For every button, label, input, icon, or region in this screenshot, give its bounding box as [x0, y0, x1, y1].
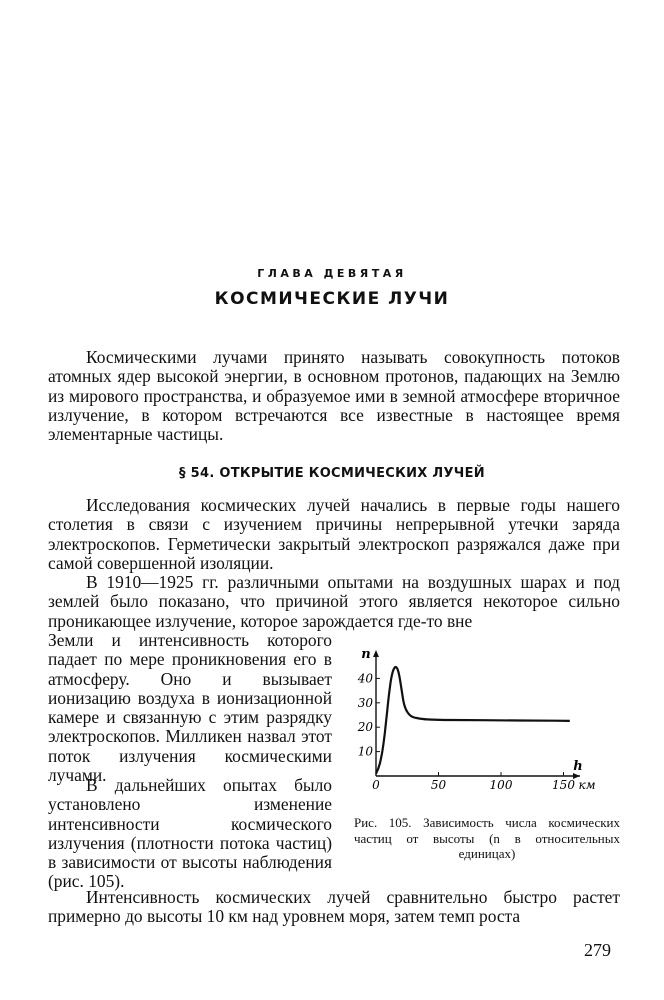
- paragraph-2: В 1910—1925 гг. различными опытами на воздушных шарах и под землей было показано, что причиной этого является некоторое сильно проникающее излучение, которое зарождается где-то вне: [48, 572, 620, 631]
- paragraph-1: Исследования космических лучей начались в первые годы нашего столетия в связи с изучением причины непрерывной утечки заряда электроскопов. Герметически закрытый электроскоп разряжался даже при самой совершенной изоляции.: [48, 495, 620, 573]
- x-tick-label-2: 100: [489, 778, 513, 792]
- x-axis-name: h: [573, 759, 583, 774]
- y-tick-label-1: 20: [357, 720, 373, 735]
- x-unit-label: км: [578, 778, 596, 792]
- paragraph-4: Интенсивность космических лучей сравнительно быстро растет примерно до высоты 10 км над уровнем моря, затем темп роста: [48, 887, 620, 927]
- paragraph-3: В дальнейших опытах было установлено изменение интенсивности космического излучения (плотности потока частиц) в зависимости от высоты наблюдения (рис. 105).: [48, 775, 332, 892]
- y-axis-arrow: [373, 650, 379, 657]
- chapter-title: КОСМИЧЕСКИЕ ЛУЧИ: [214, 289, 450, 309]
- x-tick-label-0: 0: [372, 778, 380, 792]
- page-number: 279: [584, 940, 611, 960]
- intro-paragraph: Космическими лучами принято называть совокупность потоков атомных ядер высокой энергии, в основном протонов, падающих на Землю из мирового пространства, и образуемое ими в земной атмосфере вторичное излучение, в котором встречаются все известные в настоящее время элементарные частицы.: [48, 347, 620, 445]
- figure-caption: Рис. 105. Зависимость числа космических частиц от высоты (n в относительных единицах): [354, 815, 620, 861]
- section-title: § 54. ОТКРЫТИЕ КОСМИЧЕСКИХ ЛУЧЕЙ: [179, 466, 485, 481]
- figure-105: [344, 644, 624, 864]
- intensity-altitude-chart: [344, 644, 624, 814]
- x-tick-label-1: 50: [430, 778, 447, 792]
- chapter-label: ГЛАВА ДЕВЯТАЯ: [257, 267, 407, 280]
- x-tick-label-3: 150: [552, 778, 575, 792]
- paragraph-2-continued: Земли и интенсивность которого падает по мере проникновения его в атмосферу. Оно и вызывает ионизацию воздуха в ионизационной камере и связанную с этим разрядку электроскопов. Милликен назвал этот поток излучения космическими лучами.: [48, 630, 332, 786]
- series-line-0: [376, 667, 570, 774]
- y-tick-label-0: 10: [357, 744, 373, 759]
- y-tick-label-3: 40: [357, 671, 373, 686]
- y-axis-name: n: [361, 647, 371, 662]
- y-tick-label-2: 30: [357, 695, 373, 710]
